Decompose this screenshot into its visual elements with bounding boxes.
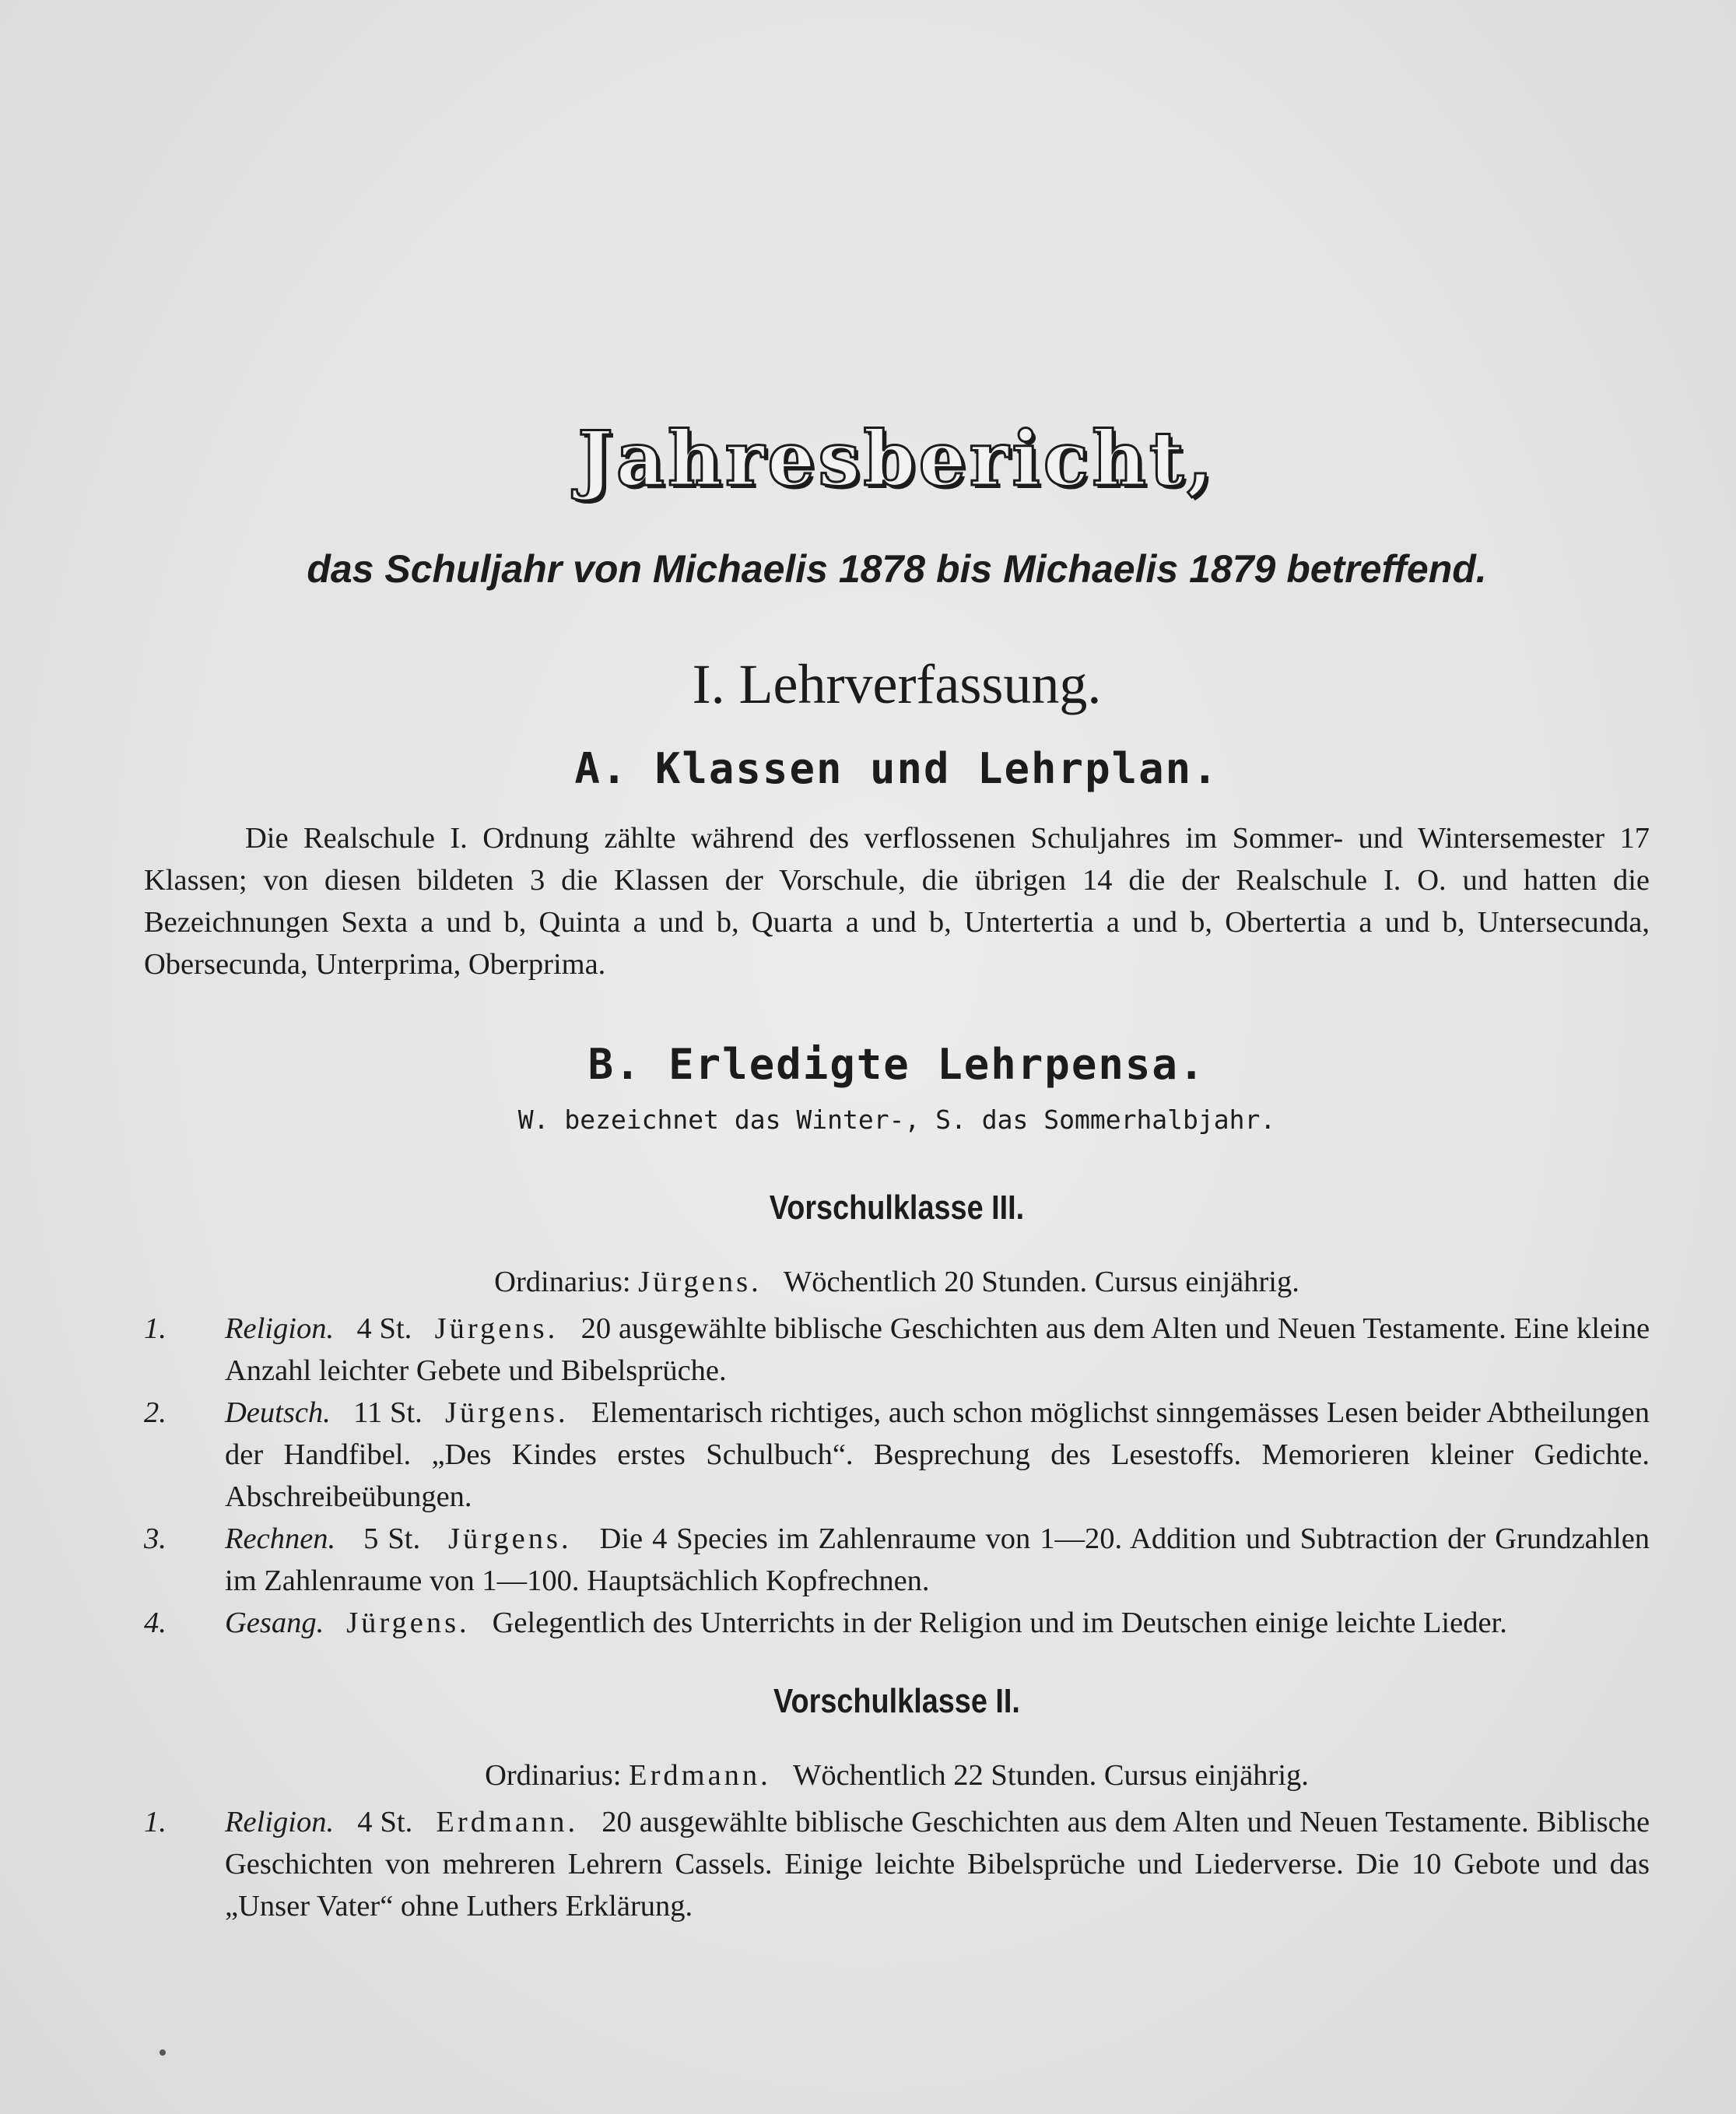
class-ii-subjects: [144, 1801, 1650, 1927]
item-text: Elementarisch richtiges, auch schon möglichst sinngemässes Lesen beider Abtheilungen der Handfibel. „Des Kindes erstes Schulbuch“. Besprechung des Lesestoffs. Memorieren kleiner Gedichte. Abschreibeübungen.: [225, 1396, 1650, 1513]
item-hours: 4 St.: [357, 1806, 413, 1838]
ordinarius-details: Wöchentlich 20 Stunden. Cursus einjährig.: [783, 1266, 1299, 1298]
item-text: 20 ausgewählte biblische Geschichten aus dem Alten und Neuen Testamente. Biblische Geschichten von mehreren Lehrern Cassels. Einige leichte Bibelsprüche und Liederverse. Die 10 Gebote und das „Unser Vater“ ohne Luthers Erklärung.: [225, 1806, 1650, 1923]
subject-item: [144, 1308, 1650, 1392]
report-content: [144, 413, 1650, 1927]
ordinarius-label: Ordinarius:: [485, 1759, 622, 1792]
subject-item: [144, 1801, 1650, 1927]
paper-speck: [160, 2049, 166, 2056]
item-hours: 4 St.: [356, 1312, 412, 1345]
subject-item: [144, 1518, 1650, 1602]
section-heading: I. Lehrverfassung.: [692, 653, 1102, 715]
report-title: Jahresbericht,: [577, 415, 1216, 503]
item-teacher: Erdmann.: [436, 1806, 579, 1838]
item-subject: Deutsch.: [225, 1396, 331, 1429]
subsection-heading-b: B. Erledigte Lehrpensa.: [587, 1040, 1206, 1089]
item-subject: Gesang.: [225, 1607, 324, 1639]
subject-item: [144, 1392, 1650, 1518]
semester-note: W. bezeichnet das Winter-, S. das Sommerhalbjahr.: [517, 1104, 1276, 1135]
item-subject: Rechnen.: [225, 1522, 336, 1555]
ordinarius-name: Erdmann.: [629, 1759, 771, 1792]
class-heading-ii: Vorschulklasse II.: [773, 1682, 1020, 1720]
item-subject: Religion.: [225, 1312, 335, 1345]
class-heading-iii: Vorschulklasse III.: [769, 1189, 1025, 1227]
item-subject: Religion.: [225, 1806, 335, 1838]
report-subtitle: das Schuljahr von Michaelis 1878 bis Michaelis 1879 betreffend.: [307, 547, 1487, 591]
class-iii-ordinarius: [144, 1261, 1650, 1303]
intro-paragraph: [144, 817, 1650, 985]
item-text: Gelegentlich des Unterrichts in der Religion und im Deutschen einige leichte Lieder.: [492, 1607, 1507, 1639]
item-text: Die 4 Species im Zahlenraume von 1—20. Addition und Subtraction der Grundzahlen im Zahlenraume von 1—100. Hauptsächlich Kopfrechnen.: [225, 1522, 1650, 1597]
intro-paragraph-text: Die Realschule I. Ordnung zählte während des verflossenen Schuljahres im Sommer- und Wintersemester 17 Klassen; von diesen bildeten 3 die Klassen der Vorschule, die übrigen 14 die der Realschule I. O. und hatten die Bezeichnungen Sexta a und b, Quinta a und b, Quarta a und b, Untertertia a und b, Obertertia a und b, Untersecunda, Obersecunda, Unterprima, Oberprima.: [144, 822, 1650, 981]
item-teacher: Jürgens.: [434, 1312, 559, 1345]
item-hours: 5 St.: [363, 1522, 421, 1555]
item-number: 2.: [144, 1396, 167, 1429]
ordinarius-label: Ordinarius:: [494, 1266, 631, 1298]
item-number: 1.: [144, 1312, 167, 1345]
item-teacher: Jürgens.: [448, 1522, 572, 1555]
item-text: 20 ausgewählte biblische Geschichten aus dem Alten und Neuen Testamente. Eine kleine Anzahl leichter Gebete und Bibelsprüche.: [225, 1312, 1650, 1387]
item-teacher: Jürgens.: [445, 1396, 569, 1429]
ordinarius-details: Wöchentlich 22 Stunden. Cursus einjährig.: [792, 1759, 1309, 1792]
ordinarius-name: Jürgens.: [638, 1266, 762, 1298]
class-ii-ordinarius: [144, 1754, 1650, 1796]
item-number: 4.: [144, 1607, 167, 1639]
item-number: 1.: [144, 1806, 167, 1838]
item-number: 3.: [144, 1522, 167, 1555]
item-hours: 11 St.: [353, 1396, 423, 1429]
subsection-heading-a: A. Klassen und Lehrplan.: [574, 744, 1219, 793]
subject-item: [144, 1602, 1650, 1644]
item-teacher: Jürgens.: [346, 1607, 470, 1639]
class-iii-subjects: [144, 1308, 1650, 1644]
